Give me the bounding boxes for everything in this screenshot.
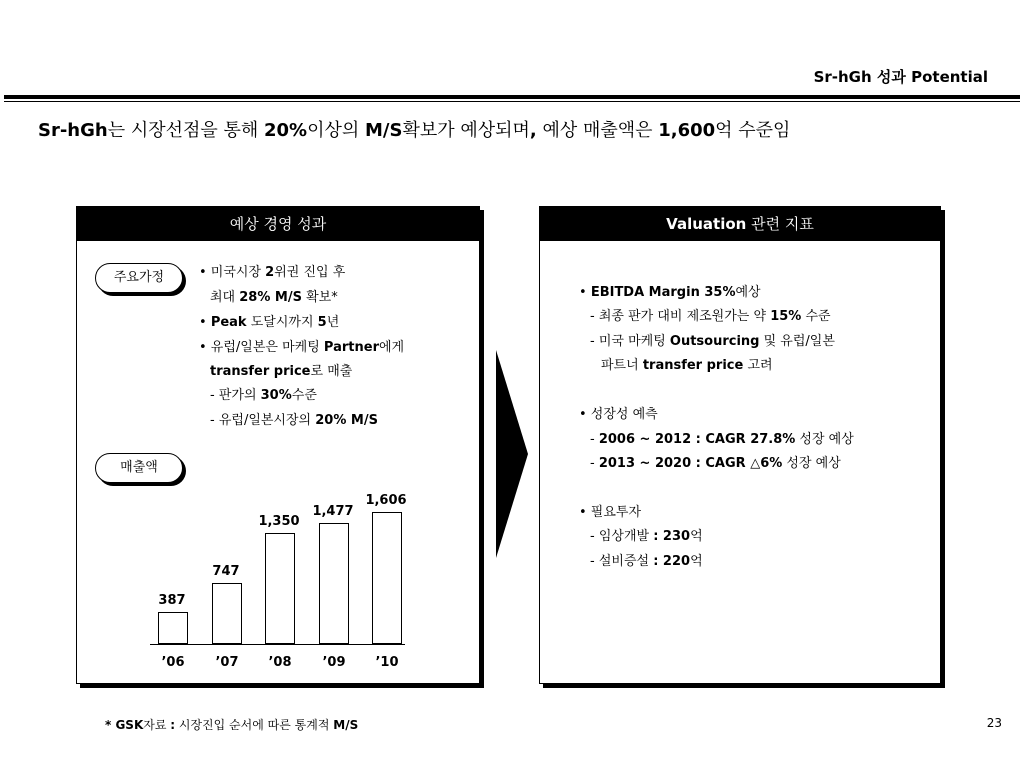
assumption-line: • 유럽/일본은 마케팅 Partner에게 [199, 340, 405, 355]
valuation-line: • 성장성 예측 [579, 407, 658, 422]
chart-bar [265, 533, 295, 644]
valuation-line: • 필요투자 [579, 505, 642, 520]
valuation-line: - 최종 판가 대비 제조원가는 약 15% 수준 [590, 309, 831, 324]
chart-category-label: ’10 [375, 655, 399, 670]
left-panel-title: 예상 경영 성과 [77, 207, 479, 241]
headline-part: 1,600 [658, 120, 716, 141]
assumption-line: 최대 28% M/S 확보* [210, 290, 338, 305]
chart-value-label: 1,350 [258, 514, 300, 529]
headline-part: Sr-hGh [38, 120, 108, 141]
headline-part: 이상의 [307, 120, 365, 141]
chart-category-label: ’09 [322, 655, 346, 670]
valuation-line: - 2013 ~ 2020 : CAGR △6% 성장 예상 [590, 456, 841, 471]
headline-part: 확보가 예상되며 [402, 120, 530, 141]
valuation-line: - 2006 ~ 2012 : CAGR 27.8% 성장 예상 [590, 432, 854, 447]
headline-part: 는 시장선점을 통해 [107, 120, 264, 141]
valuation-line: 파트너 transfer price 고려 [601, 358, 773, 373]
slide-header-title: Sr-hGh 성과 Potential [813, 68, 988, 86]
headline-part: 억 수준임 [715, 120, 791, 141]
valuation-line: - 미국 마케팅 Outsourcing 및 유럽/일본 [590, 334, 835, 349]
chart-bar [372, 512, 402, 644]
headline-part: , [529, 120, 537, 141]
chart-bar [158, 612, 188, 644]
chart-value-label: 387 [158, 593, 186, 608]
headline-part: M/S [364, 120, 403, 141]
valuation-line: - 임상개발 : 230억 [590, 529, 703, 544]
headline-part: 예상 매출액은 [536, 120, 659, 141]
chart-bar [212, 583, 242, 644]
source-footnote: * GSK자료 : 시장진입 순서에 따른 통계적 M/S [105, 718, 359, 732]
assumption-line: • Peak 도달시까지 5년 [199, 315, 340, 330]
chart-value-label: 747 [212, 564, 240, 579]
header-rule-thin [4, 101, 1020, 102]
sales-label: 매출액 [95, 453, 183, 483]
valuation-line: - 설비증설 : 220억 [590, 554, 703, 569]
assumption-line: - 유럽/일본시장의 20% M/S [210, 413, 378, 428]
chart-category-label: ’06 [161, 655, 185, 670]
right-panel-title: Valuation 관련 지표 [540, 207, 940, 241]
chart-x-axis [150, 644, 405, 645]
slide-headline [38, 116, 790, 142]
valuation-line: • EBITDA Margin 35%예상 [579, 285, 761, 300]
chart-value-label: 1,606 [365, 493, 407, 508]
assumption-line: • 미국시장 2위권 진입 후 [199, 265, 346, 280]
assumption-line: - 판가의 30%수준 [210, 388, 317, 403]
chart-bar [319, 523, 349, 644]
right-arrow-icon [496, 350, 528, 558]
chart-value-label: 1,477 [312, 504, 354, 519]
header-rule-thick [4, 95, 1020, 99]
page-number: 23 [986, 716, 1002, 730]
chart-category-label: ’07 [215, 655, 239, 670]
headline-part: 20% [264, 120, 308, 141]
key-assumptions-label: 주요가정 [95, 263, 183, 293]
chart-category-label: ’08 [268, 655, 292, 670]
assumption-line: transfer price로 매출 [210, 364, 353, 379]
